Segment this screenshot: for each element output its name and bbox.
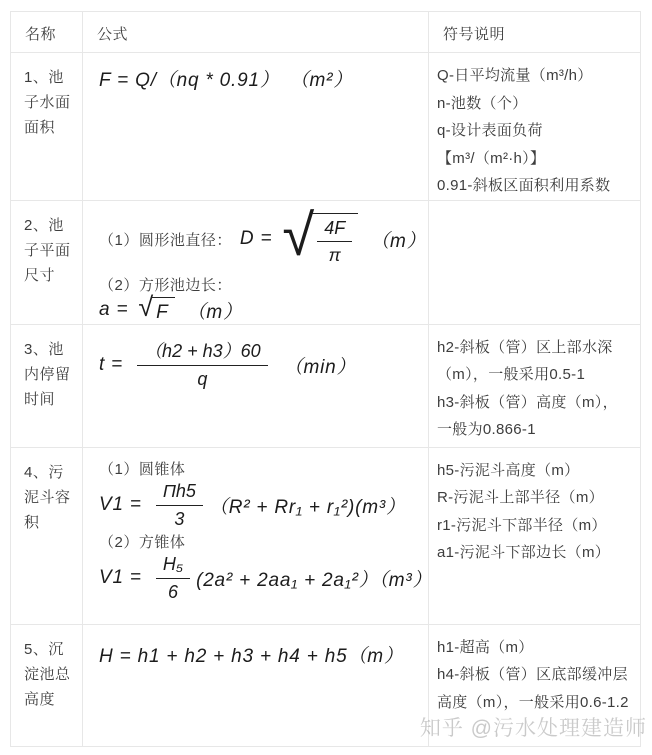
fraction-denominator: q (197, 368, 208, 389)
row-symbols-cell (429, 624, 641, 746)
symbol-line: r1-污泥斗下部半径（m） (437, 516, 607, 534)
symbol-line: h3-斜板（管）高度（m），一般为0.866-1 (437, 393, 618, 439)
formula-label: （2）方锥体 (99, 534, 186, 552)
formula-unit: （m） (370, 230, 427, 252)
symbol-line: h4-斜板（管）区底部缓冲层高度（m），一般采用0.6-1.2 (437, 666, 629, 711)
row-name: 1、池子水面面积 (11, 53, 83, 201)
fraction (156, 554, 190, 602)
symbol-line: a1-污泥斗下部边长（m） (437, 544, 611, 562)
table-row (11, 447, 641, 624)
row-formula-cell (83, 324, 429, 447)
formula-label: （1）圆形池直径： (99, 231, 232, 249)
fraction (156, 481, 203, 529)
header-formula: 公式 (83, 12, 429, 53)
formula-unit: （min） (283, 356, 357, 378)
row-formula-cell (83, 200, 429, 324)
fraction-denominator: 6 (167, 581, 178, 602)
symbol-line: Q-日平均流量（m³/h） (437, 67, 593, 84)
fraction-denominator: π (328, 245, 341, 266)
symbol-line: h5-污泥斗高度（m） (437, 461, 580, 479)
row-name: 4、污泥斗容积 (11, 447, 83, 624)
row-formula-cell (83, 53, 429, 201)
square-root (282, 202, 358, 268)
formula-lhs: D = (239, 228, 273, 250)
header-name: 名称 (11, 12, 83, 53)
table-row (11, 53, 641, 201)
row-name: 2、池子平面尺寸 (11, 200, 83, 324)
symbol-line: h1-超高（m） (437, 638, 534, 656)
zhihu-watermark: 知乎 @污水处理建造师 (419, 717, 647, 740)
fraction-numerator: Πh5 (156, 481, 203, 506)
fraction (137, 341, 268, 389)
row-symbols-cell (429, 447, 641, 624)
formula-lhs: V1 = (99, 567, 142, 589)
formula-lhs: t = (99, 354, 124, 376)
radicand: F (151, 297, 174, 324)
formula-lhs: a = (99, 299, 129, 321)
row-name: 3、池内停留时间 (11, 324, 83, 447)
square-root (138, 291, 174, 324)
formula-label: （2）方形池边长： (99, 276, 232, 294)
formula-expression: H = h1 + h2 + h3 + h4 + h5（m） (99, 645, 404, 667)
row-symbols-cell (429, 200, 641, 324)
table-row (11, 624, 641, 746)
symbol-line: n-池数（个） (437, 94, 528, 112)
formula-lhs: V1 = (99, 494, 142, 516)
table-header-row (11, 12, 641, 53)
formula-unit: （m） (186, 301, 243, 323)
symbol-line: 【m³/（m²·h）】 (437, 149, 546, 167)
row-name: 5、沉淀池总高度 (11, 624, 83, 746)
table-row (11, 324, 641, 447)
formula-expression: F = Q/（nq * 0.91） (99, 70, 280, 91)
symbol-line: h2-斜板（管）区上部水深（m），一般采用0.5-1 (437, 338, 613, 384)
symbol-line: R-污泥斗上部半径（m） (437, 489, 604, 507)
header-symbols: 符号说明 (429, 12, 641, 53)
formula-expression: (2a² + 2aa₁ + 2a₁²）（m³） (196, 569, 433, 591)
row-formula-cell (83, 447, 433, 624)
fraction-denominator: 3 (174, 508, 185, 529)
formula-expression: （R² + Rr₁ + r₁²)(m³） (208, 496, 406, 518)
row-symbols-cell (429, 53, 641, 201)
row-formula-cell (83, 624, 429, 746)
formula-label: （1）圆锥体 (99, 460, 186, 478)
formula-unit: （m²） (289, 70, 353, 91)
table-row (11, 200, 641, 324)
fraction-numerator: H₅ (156, 554, 190, 579)
fraction-numerator: （h2 + h3）60 (137, 341, 268, 366)
symbol-line: 0.91-斜板区面积利用系数 (437, 177, 611, 194)
radical-sign-icon: √ (138, 291, 154, 322)
fraction-numerator: 4F (317, 218, 352, 243)
symbol-line: q-设计表面负荷 (437, 122, 543, 139)
row-symbols-cell (429, 324, 641, 447)
radical-sign-icon: √ (282, 202, 315, 268)
formula-table (10, 11, 641, 747)
